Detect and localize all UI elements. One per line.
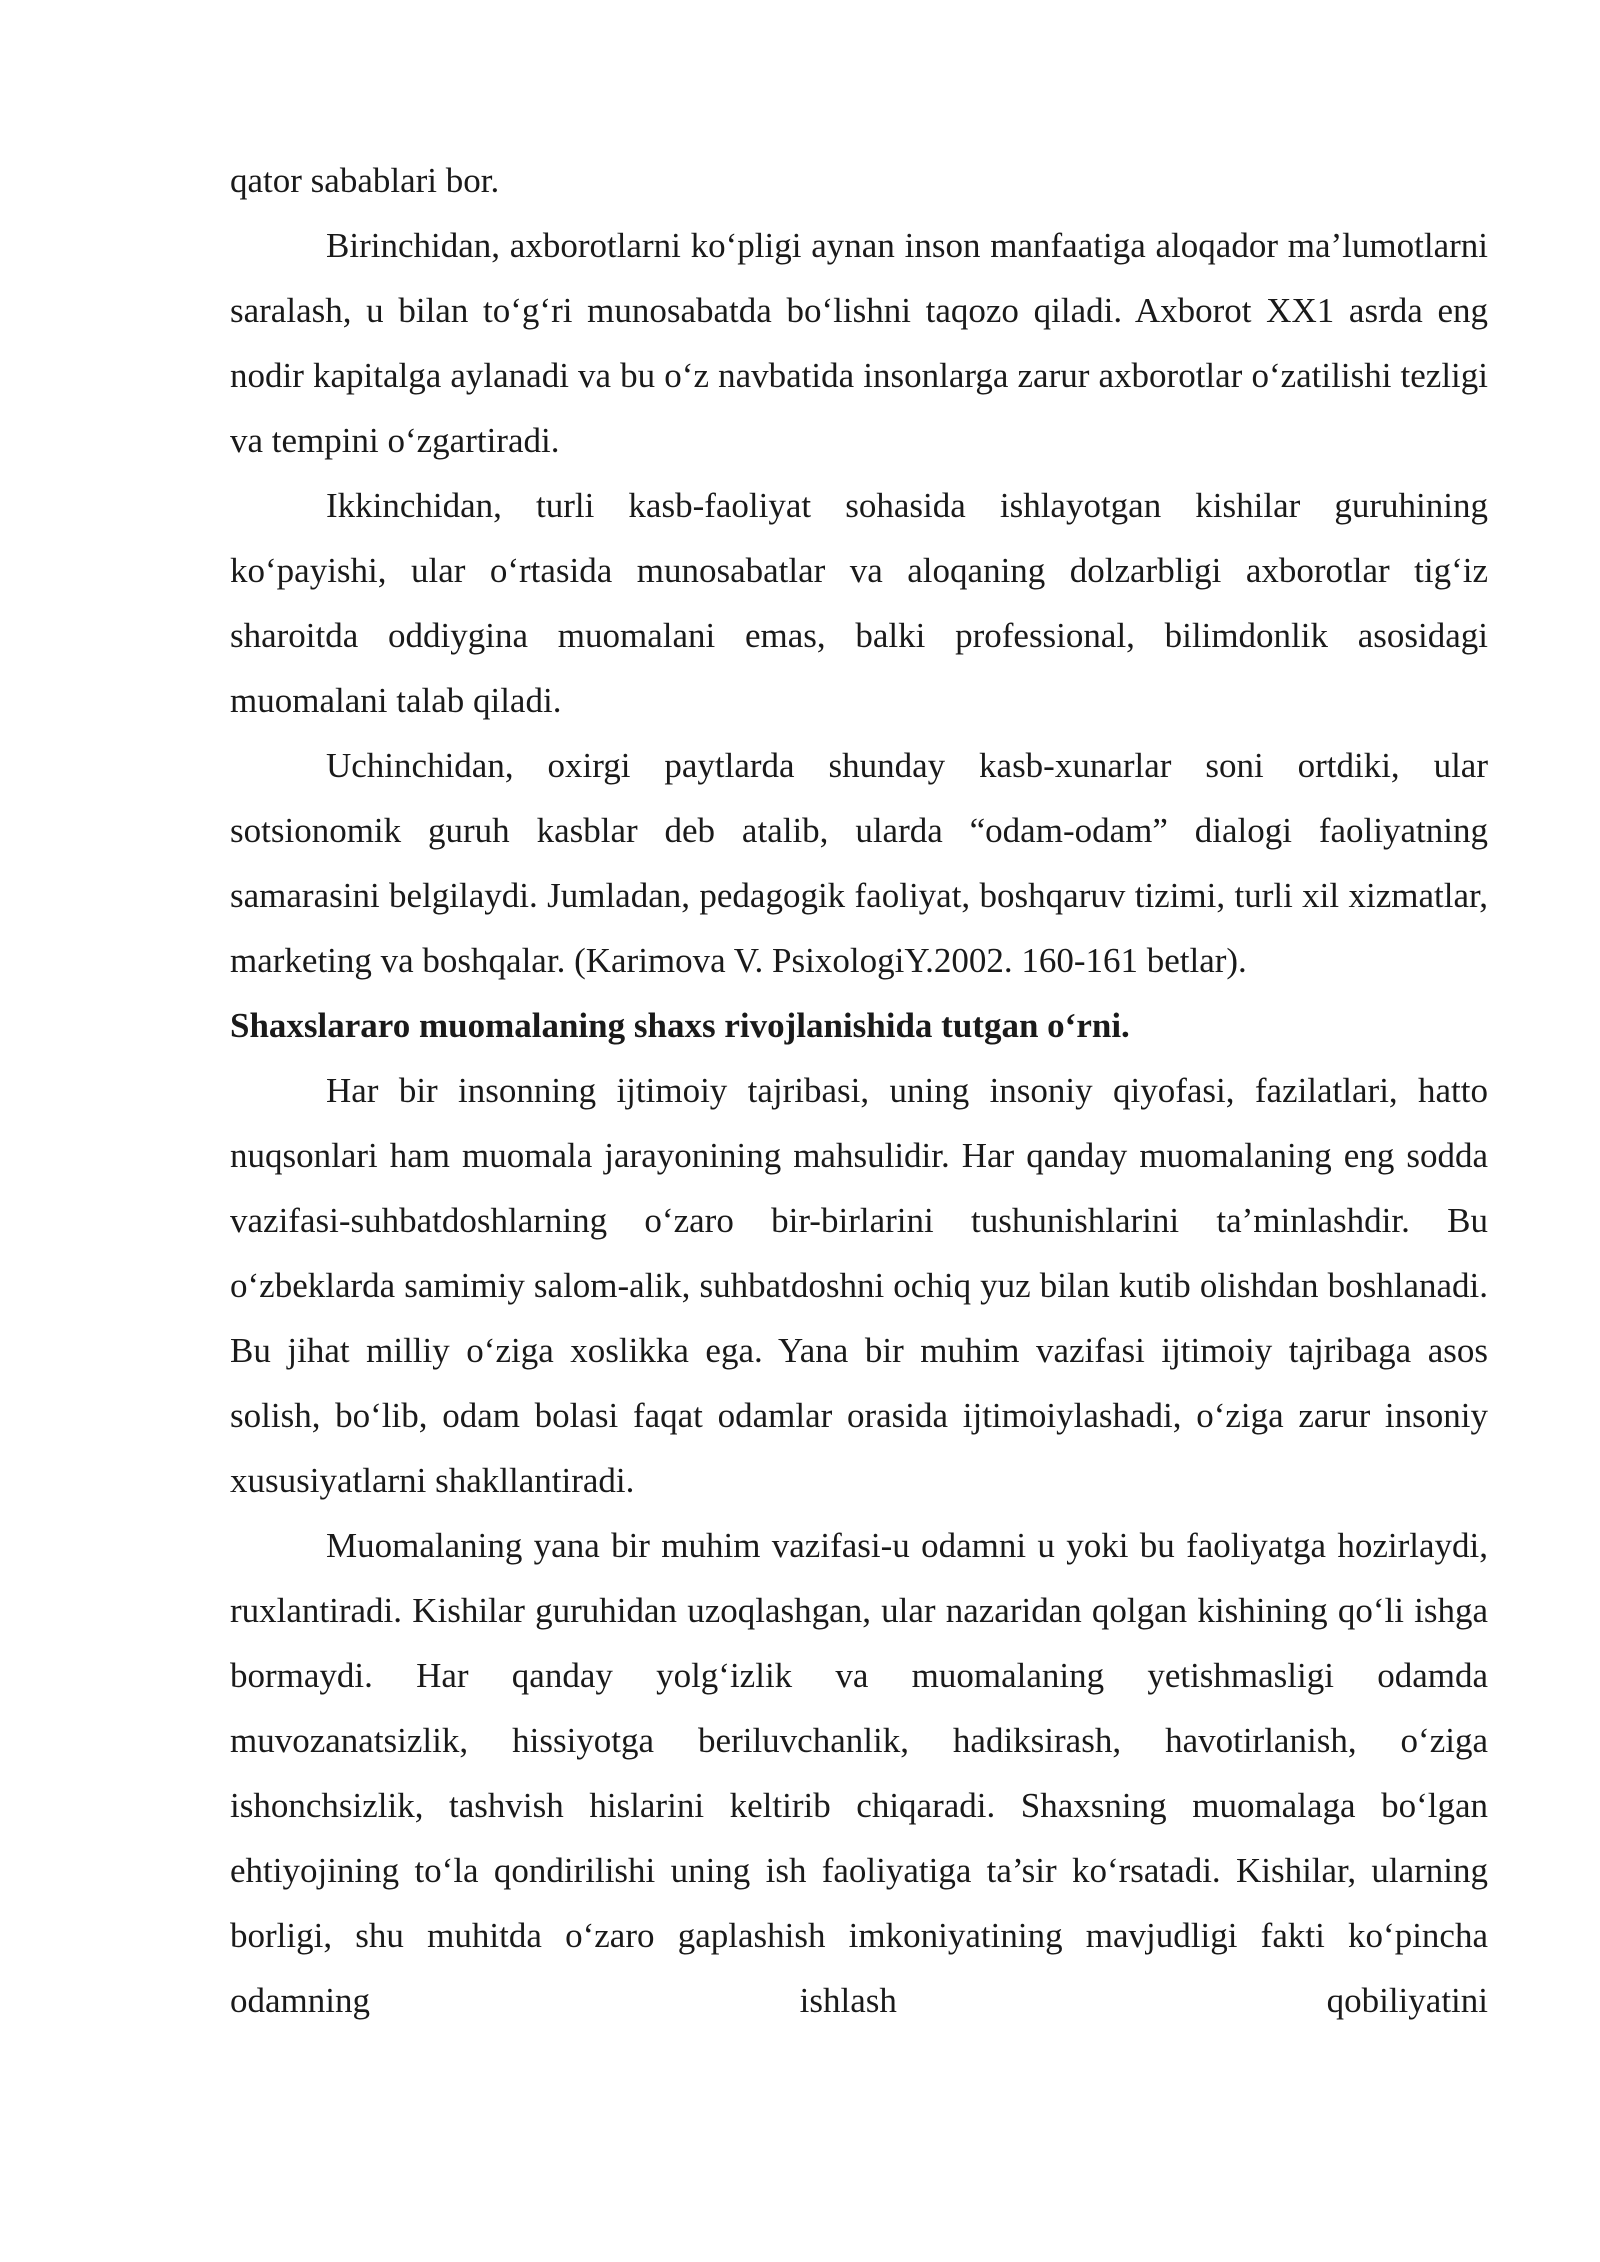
section-heading: Shaxslararo muomalaning shaxs rivojlanishida tutgan o‘rni.: [230, 1006, 1130, 1045]
paragraph-ijtimoiy-tajriba: Har bir insonning ijtimoiy tajribasi, uning insoniy qiyofasi, fazilatlari, hatto nuqsonlari ham muomala jarayonining mahsulidir. Har qanday muomalaning eng sodda vazifasi-suhbatdoshlarning o‘zaro bir-birlarini tushunishlarini ta’minlashdir. Bu o‘zbeklarda samimiy salom-alik, suhbatdoshni ochiq yuz bilan kutib olishdan boshlanadi. Bu jihat milliy o‘ziga xoslikka ega. Yana bir muhim vazifasi ijtimoiy tajribaga asos solish, bo‘lib, odam bolasi faqat odamlar orasida ijtimoiylashadi, o‘ziga zarur insoniy xususiyatlarni shakllantiradi.: [230, 1071, 1488, 1500]
paragraph-muomala-vazifasi: Muomalaning yana bir muhim vazifasi-u odamni u yoki bu faoliyatga hozirlaydi, ruxlantiradi. Kishilar guruhidan uzoqlashgan, ular nazaridan qolgan kishining qo‘li ishga bormaydi. Har qanday yolg‘izlik va muomalaning yetishmasligi odamda muvozanatsizlik, hissiyotga beriluvchanlik, hadiksirash, havotirlanish, o‘ziga ishonchsizlik, tashvish hislarini keltirib chiqaradi. Shaxsning muomalaga bo‘lgan ehtiyojining to‘la qondirilishi uning ish faoliyatiga ta’sir ko‘rsatadi. Kishilar, ularning borligi, shu muhitda o‘zaro gaplashish imkoniyatining mavjudligi fakti ko‘pincha odamning ishlash qobiliyatini: [230, 1526, 1488, 2020]
paragraph-continuation: qator sabablari bor.: [230, 161, 500, 200]
paragraph-birinchidan: Birinchidan, axborotlarni ko‘pligi aynan inson manfaatiga aloqador ma’lumotlarni saralash, u bilan to‘g‘ri munosabatda bo‘lishni taqozo qiladi. Axborot XX1 asrda eng nodir kapitalga aylanadi va bu o‘z navbatida insonlarga zarur axborotlar o‘zatilishi tezligi va tempini o‘zgartiradi.: [230, 226, 1488, 460]
paragraph-uchinchidan: Uchinchidan, oxirgi paytlarda shunday kasb-xunarlar soni ortdiki, ular sotsionomik guruh kasblar deb atalib, ularda “odam-odam” dialogi faoliyatning samarasini belgilaydi. Jumladan, pedagogik faoliyat, boshqaruv tizimi, turli xil xizmatlar, marketing va boshqalar. (Karimova V. PsixologiY.2002. 160-161 betlar).: [230, 746, 1488, 980]
document-page: [230, 148, 1488, 2033]
paragraph-ikkinchidan: Ikkinchidan, turli kasb-faoliyat sohasida ishlayotgan kishilar guruhining ko‘payishi, ular o‘rtasida munosabatlar va aloqaning dolzarbligi axborotlar tig‘iz sharoitda oddiygina muomalani emas, balki professional, bilimdonlik asosidagi muomalani talab qiladi.: [230, 486, 1488, 720]
